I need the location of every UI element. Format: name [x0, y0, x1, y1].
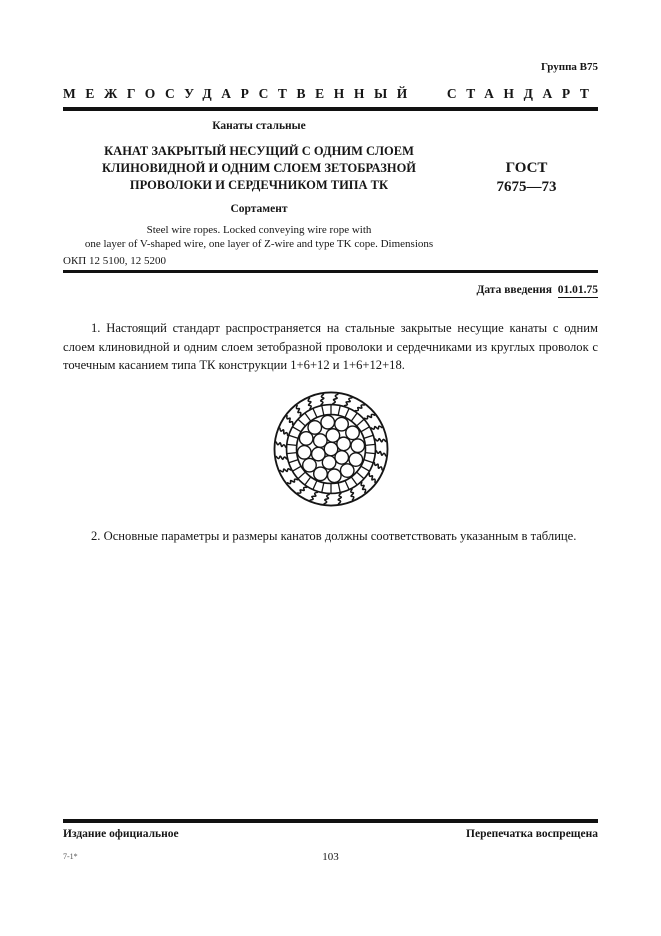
page-number: 103 [322, 850, 339, 863]
paragraph-1: 1. Настоящий стандарт распространяется на стальные закрытые несущие канаты с одним слоем клиновидной и одним слоем зетобразной проволоки и сердечниками из круглых проволок с точечным касанием типа ТК конструкции 1+6+12 и 1+6+12+18. [63, 321, 598, 373]
top-rule [63, 107, 598, 111]
designation-number: 7675—73 [496, 179, 557, 195]
document-category: Канаты стальные [212, 119, 306, 132]
standard-designation [455, 120, 598, 251]
title-english-line-2: one layer of V-shaped wire, one layer of Z-wire and type TK cope. Dimensions [84, 237, 434, 250]
title-section [63, 120, 598, 251]
title-english-line-1: Steel wire ropes. Locked conveying wire rope with [146, 223, 372, 236]
okp-rule [63, 270, 598, 274]
title-line-2: КЛИНОВИДНОЙ И ОДНИМ СЛОЕМ ЗЕТОБРАЗНОЙ [101, 160, 417, 175]
reprint-forbidden-label: Перепечатка воспрещена [466, 827, 598, 840]
footer-rule [63, 819, 598, 823]
group-label: Группа В75 [540, 61, 598, 73]
print-mark: 7-1* [63, 851, 78, 861]
title-line-1: КАНАТ ЗАКРЫТЫЙ НЕСУЩИЙ С ОДНИМ СЛОЕМ [104, 143, 414, 158]
title-left-column [63, 120, 455, 251]
title-line-3: ПРОВОЛОКИ И СЕРДЕЧНИКОМ ТИПА ТК [129, 177, 389, 192]
effective-date-value: 01.01.75 [557, 284, 598, 296]
footer-row [63, 828, 598, 840]
rope-cross-section-figure [63, 386, 598, 514]
standard-type-heading: МЕЖГОСУДАРСТВЕННЫЙ СТАНДАРТ [63, 86, 598, 101]
document-title [63, 143, 455, 194]
document-page [63, 0, 598, 936]
official-edition-label: Издание официальное [63, 827, 179, 840]
effective-date-label: Дата введения [476, 284, 552, 296]
okp-codes: ОКП 12 5100, 12 5200 [63, 254, 166, 267]
footer-bottom-row [63, 851, 598, 863]
paragraph-2: 2. Основные параметры и размеры канатов должны соответствовать указанным в таблице. [91, 528, 577, 543]
effective-date-line [63, 284, 598, 296]
title-english [24, 223, 494, 251]
rope-cross-section-diagram [266, 386, 396, 512]
designation-gost: ГОСТ [505, 160, 548, 176]
document-subtitle: Сортамент [230, 202, 288, 215]
page-footer [63, 819, 598, 863]
